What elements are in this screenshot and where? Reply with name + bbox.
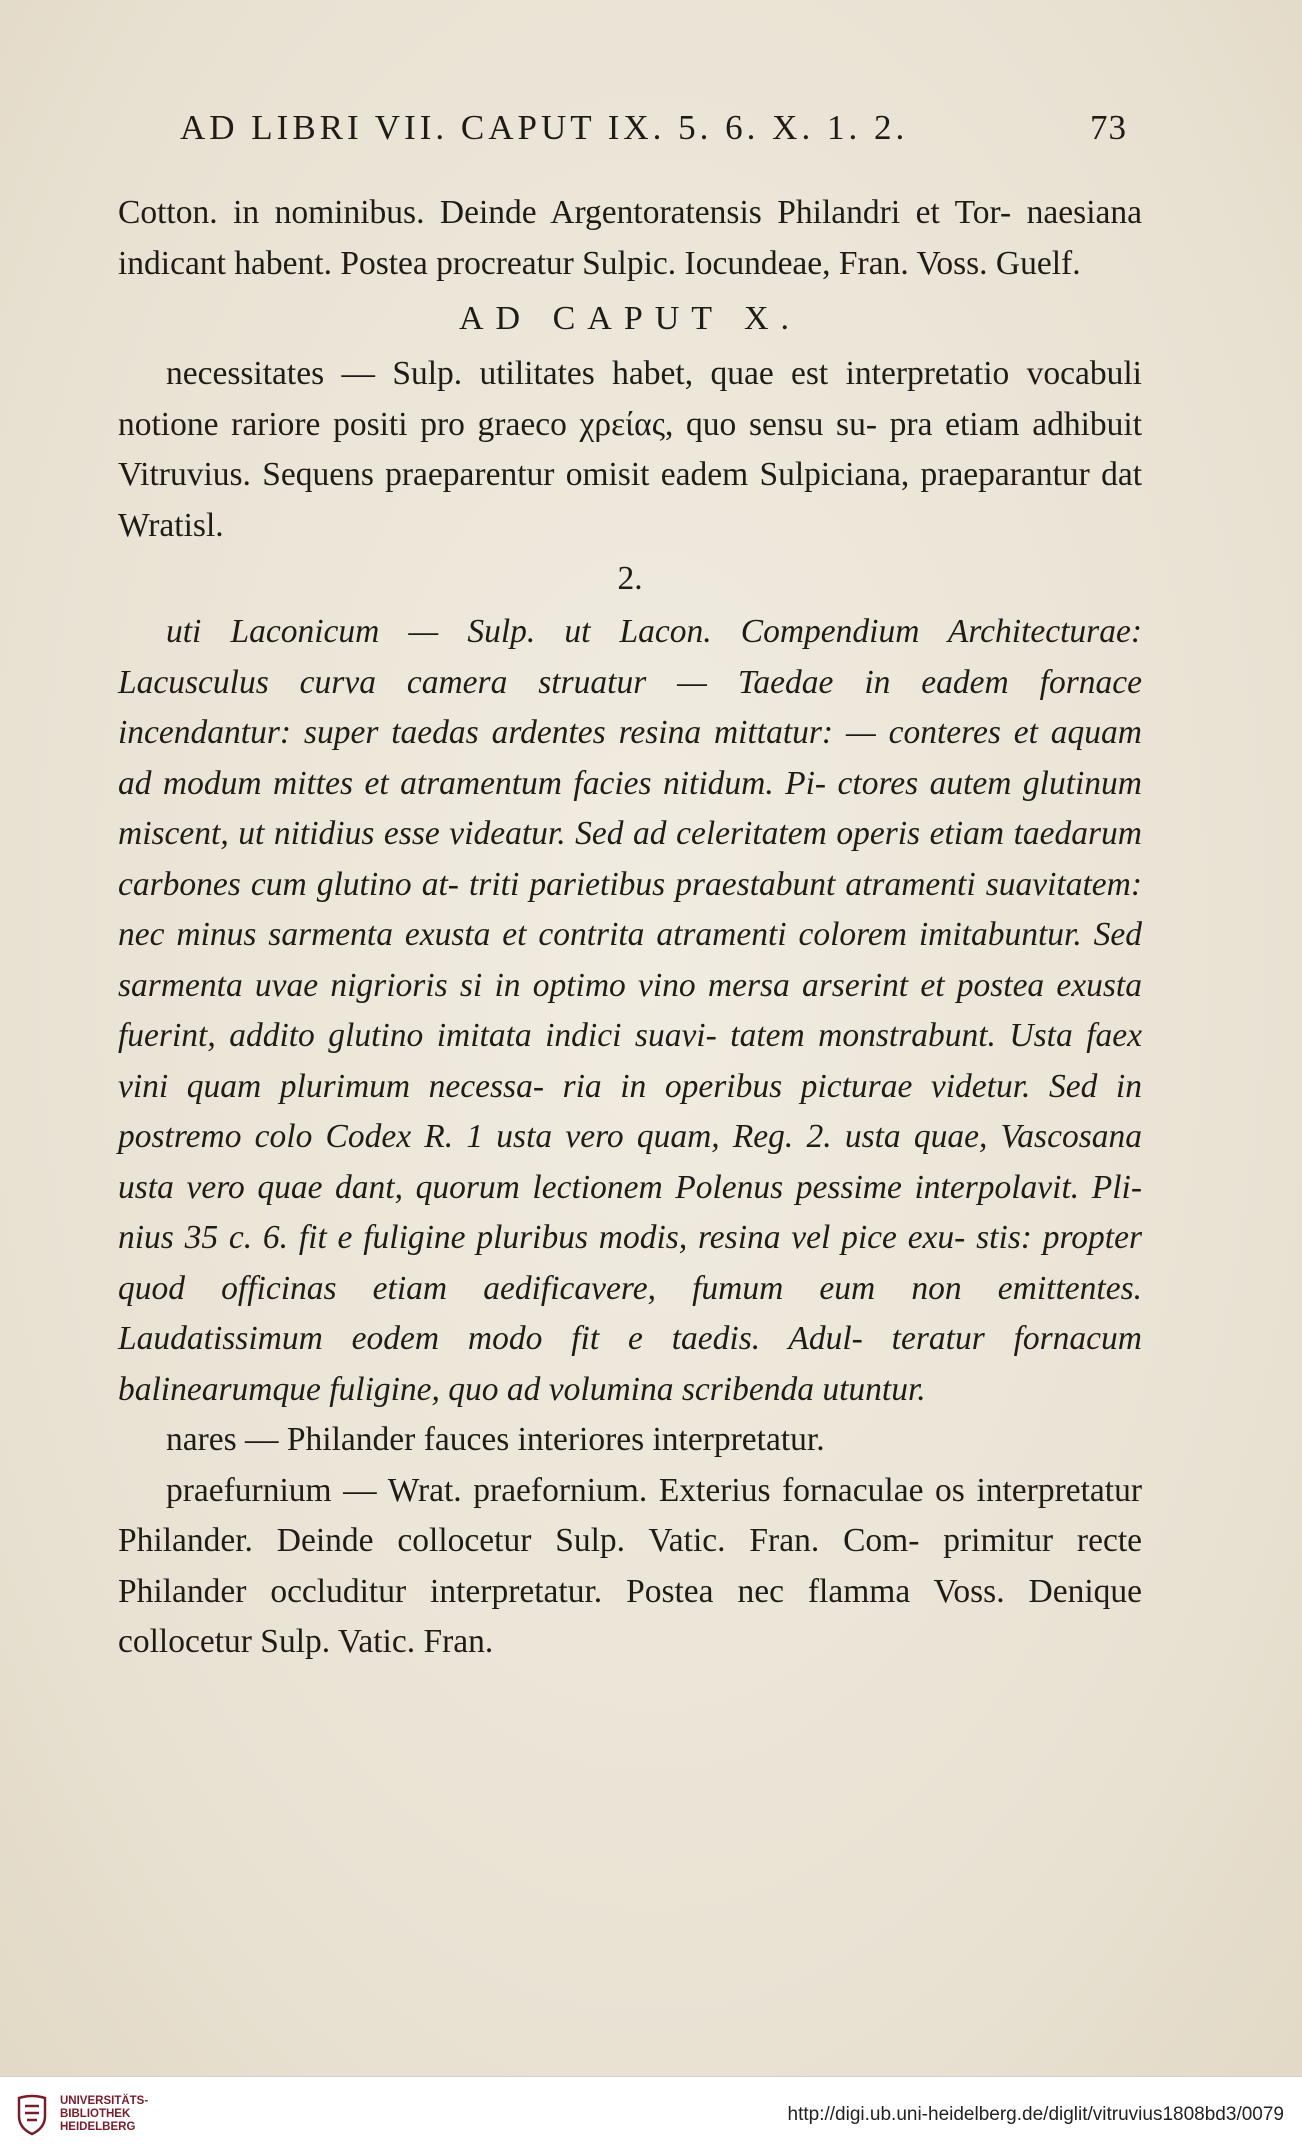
source-url-link[interactable]: http://digi.ub.uni-heidelberg.de/diglit/vitruvius1808bd3/0079 (787, 2103, 1284, 2125)
running-header (180, 108, 1127, 148)
page-body (118, 188, 1142, 1668)
paragraph-laconicum: uti Laconicum — Sulp. ut Lacon. Compendium Architecturae: Lacusculus curva camera struatur — Taedae in eadem fornace incendantur: super taedas ardentes resina mittatur: — conteres et aquam ad modum mittes et atramentum facies nitidum. Pi- ctores autem glutinum miscent, ut nitidius esse videatur. Sed ad celeritatem operis etiam taedarum carbones cum glutino at- triti parietibus praestabunt atramenti suavitatem: nec minus sarmenta exusta et contrita atramenti colorem imitabuntur. Sed sarmenta uvae nigrioris si in optimo vino mersa arserint et postea exusta fuerint, addito glutino imitata indici suavi- tatem monstrabunt. Usta faex vini quam plurimum necessa- ria in operibus picturae videtur. Sed in postremo colo Codex R. 1 usta vero quam, Reg. 2. usta quae, Vascosana usta vero quae dant, quorum lectionem Polenus pessime interpolavit. Pli- nius 35 c. 6. fit e fuligine pluribus modis, resina vel pice exu- stis: propter quod officinas etiam aedificavere, fumum eum non emittentes. Laudatissimum eodem modo fit e taedis. Adul- teratur fornacum balinearumque fuligine, quo ad volumina scribenda utuntur. (118, 613, 1142, 1408)
logo-line-3: HEIDELBERG (60, 2121, 136, 2133)
seal-icon (14, 2093, 50, 2137)
paragraph-necessitates: necessitates — Sulp. utilitates habet, quae est interpretatio vocabuli notione rariore positi pro graeco χρείας, quo sensu su- pra etiam adhibuit Vitruvius. Sequens praeparentur omisit eadem Sulpiciana, praeparantur dat Wratisl. (118, 355, 1142, 544)
logo-text (60, 2095, 148, 2134)
paragraph-nares: nares — Philander fauces interiores interpretatur. (166, 1421, 825, 1458)
section-title: AD CAPUT X. (458, 300, 801, 337)
footer-bar (0, 2076, 1302, 2152)
paragraph-intro: Cotton. in nominibus. Deinde Argentoratensis Philandri et Tor- naesiana indicant habent. Postea procreatur Sulpic. Iocundeae, Fran. Voss. Guelf. (118, 194, 1142, 282)
logo-line-2: BIBLIOTHEK (60, 2108, 131, 2120)
running-title: AD LIBRI VII. CAPUT IX. 5. 6. X. 1. 2. (180, 108, 909, 147)
section-number: 2. (617, 560, 643, 597)
page-number: 73 (1090, 108, 1127, 147)
library-logo[interactable] (14, 2093, 148, 2137)
logo-line-1: UNIVERSITÄTS- (60, 2095, 149, 2107)
paragraph-praefurnium: praefurnium — Wrat. praefornium. Exterius fornaculae os interpretatur Philander. Deinde collocetur Sulp. Vatic. Fran. Com- primitur recte Philander occluditur interpretatur. Postea nec flamma Voss. Denique collocetur Sulp. Vatic. Fran. (118, 1471, 1142, 1660)
